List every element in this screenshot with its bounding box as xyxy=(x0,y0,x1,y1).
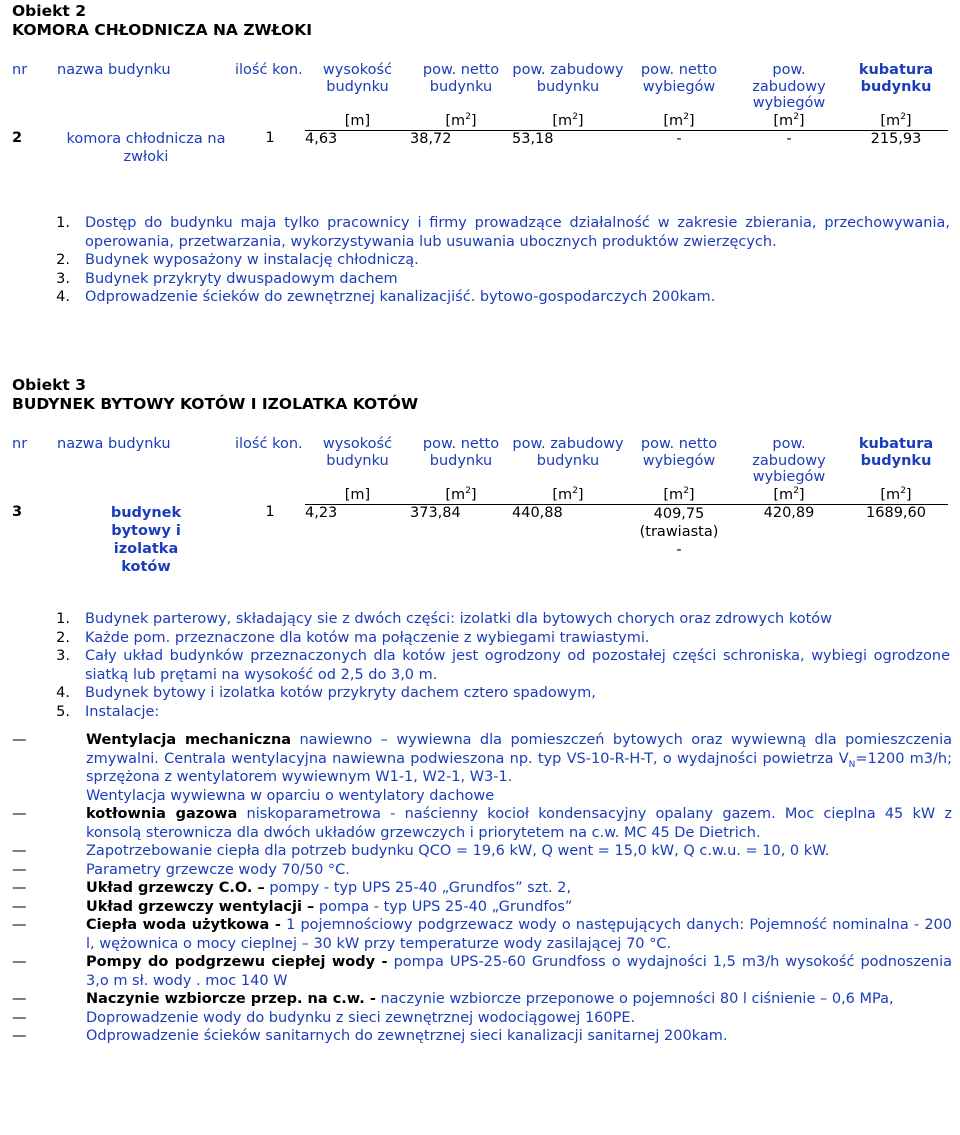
install-item-pumps: — Pompy do podgrzewu ciepłej wody - pompa UPS-25-60 Grundfoss o wydajności 1,5 m3/h wysokość podnoszenia 3,o m sł. wody . moc 140 W xyxy=(12,954,952,989)
header-zabudowy-wybiegow: pow. zabudowy wybiegów xyxy=(752,62,826,111)
unit-m2: $[m^2]$ xyxy=(410,112,512,131)
header-netto-wybiegow: pow. netto wybiegów xyxy=(640,436,718,469)
object3-data-row xyxy=(12,504,948,602)
unit-m2: $[m^2]$ xyxy=(734,112,844,131)
unit-m2: $[m^2]$ xyxy=(410,486,512,505)
object2-title-line2: KOMORA CHŁODNICZA NA ZWŁOKI xyxy=(12,21,313,39)
object2-units-row xyxy=(12,112,948,131)
unit-m2: $[m^2]$ xyxy=(734,486,844,505)
row-netto-wybiegow: 409,75 (trawiasta) - xyxy=(639,505,719,558)
row-name: komora chłodnicza na zwłoki xyxy=(66,131,226,165)
object3-header-row xyxy=(12,436,948,486)
header-zabudowy-budynku: pow. zabudowy budynku xyxy=(512,62,624,95)
note-item: 2. Budynek wyposażony w instalację chłodniczą. xyxy=(56,252,419,268)
object2-notes xyxy=(50,214,950,307)
row-ilosc: 1 xyxy=(265,130,275,146)
install-item-heat-demand: — Zapotrzebowanie ciepła dla potrzeb budynku QCO = 19,6 kW, Q went = 15,0 kW, Q c.w.u. = 10, 0 kW. xyxy=(12,843,830,859)
unit-m: [m] xyxy=(305,486,410,505)
row-zabudowy-budynku: 53,18 xyxy=(512,130,554,147)
header-kubatura: kubatura budynku xyxy=(858,62,934,95)
row-ilosc: 1 xyxy=(265,504,275,520)
note-item: 4. Budynek bytowy i izolatka kotów przykryty dachem cztero spadowym, xyxy=(56,685,596,701)
install-item-boiler: — kotłownia gazowa niskoparametrowa - naścienny kocioł kondensacyjny opalany gazem. Moc cieplna 45 kW z konsolą sterownicza dla dwóch układów grzewczych i priorytetem na c.w. MC 45 De Dietrich. xyxy=(12,806,953,841)
install-item-co-system: — Układ grzewczy C.O. – pompy - typ UPS 25-40 „Grundfos” szt. 2, xyxy=(12,880,572,896)
object3-notes xyxy=(50,610,950,721)
row-zabudowy-wybiegow: - xyxy=(786,130,792,147)
row-netto-budynku: 373,84 xyxy=(410,504,461,521)
install-item-sewage: — Odprowadzenie ścieków sanitarnych do zewnętrznej sieci kanalizacji sanitarnej 200kam. xyxy=(12,1028,728,1044)
header-wysokosc: wysokość budynku xyxy=(322,436,393,469)
install-item-ventilation: — Wentylacja mechaniczna nawiewno – wywiewna dla pomieszczeń bytowych oraz wywiewną dla pomieszczenia zmywalni. Centrala wentylacyjna nawiewna podwieszona np. typ VS-10-R-H-T, o wydajności powietrza $V_N=1200$ m3/h; sprzężona z wentylatorem wywiewnym W1-1, W2-1, W3-1. Wentylacja wywiewna w oparciu o wentylatory dachowe xyxy=(12,732,952,804)
row-zabudowy-wybiegow: 420,89 xyxy=(763,504,815,521)
install-item-hot-water: — Ciepła woda użytkowa - 1 pojemnościowy podgrzewacz wody o następujących danych: Pojemność nominalna - 200 l, wężownica o mocy cieplnej – 30 kW przy temperaturze wody zasilającej 70 °C. xyxy=(12,917,952,952)
unit-m2: $[m^2]$ xyxy=(512,112,624,131)
object3-title-line1: Obiekt 3 xyxy=(12,376,86,394)
object2-title xyxy=(12,2,312,40)
unit-m2: $[m^2]$ xyxy=(844,112,948,131)
unit-m2: $[m^2]$ xyxy=(624,112,734,131)
install-item-water-supply: — Doprowadzenie wody do budynku z sieci zewnętrznej wodociągowej 160PE. xyxy=(12,1009,636,1026)
install-item-parameters: — Parametry grzewcze wody 70/50 °C. xyxy=(12,861,350,878)
note-item: 5. Instalacje: xyxy=(56,703,160,720)
row-wysokosc: 4,23 xyxy=(305,504,338,521)
row-netto-budynku: 38,72 xyxy=(410,130,452,147)
note-item: 2. Każde pom. przeznaczone dla kotów ma połączenie z wybiegami trawiastymi. xyxy=(56,629,650,646)
header-ilosc: ilość kon. xyxy=(235,62,303,78)
header-kubatura: kubatura budynku xyxy=(858,436,934,469)
header-zabudowy-budynku: pow. zabudowy budynku xyxy=(512,436,624,469)
header-netto-budynku: pow. netto budynku xyxy=(422,62,500,95)
row-kubatura: 215,93 xyxy=(870,130,922,147)
unit-m2: $[m^2]$ xyxy=(624,486,734,505)
header-ilosc: ilość kon. xyxy=(235,436,303,452)
unit-m2: $[m^2]$ xyxy=(844,486,948,505)
header-netto-budynku: pow. netto budynku xyxy=(422,436,500,469)
object2-title-line1: Obiekt 2 xyxy=(12,2,86,20)
object3-title xyxy=(12,376,418,414)
installations-list xyxy=(0,731,952,1046)
object3-units-row xyxy=(12,486,948,505)
note-item: 1. Budynek parterowy, składający sie z dwóch części: izolatki dla bytowych chorych oraz zdrowych kotów xyxy=(56,611,833,627)
row-name: budynek bytowy i izolatka kotów xyxy=(110,505,182,575)
header-nr: nr xyxy=(12,62,28,78)
unit-m: [m] xyxy=(305,112,410,131)
header-wysokosc: wysokość budynku xyxy=(322,62,393,95)
object3-title-line2: BUDYNEK BYTOWY KOTÓW I IZOLATKA KOTÓW xyxy=(12,395,419,413)
header-zabudowy-wybiegow: pow. zabudowy wybiegów xyxy=(752,436,826,485)
row-netto-wybiegow: - xyxy=(676,130,682,147)
header-netto-wybiegow: pow. netto wybiegów xyxy=(640,62,718,95)
row-zabudowy-budynku: 440,88 xyxy=(512,504,563,521)
note-item: 3. Cały układ budynków przeznaczonych dla kotów jest ogrodzony od pozostałej części schroniska, wybiegi ogrodzone siatką lub prętami na wysokość od 2,5 do 3,0 m. xyxy=(56,648,950,683)
row-wysokosc: 4,63 xyxy=(305,130,338,147)
install-item-vent-heating: — Układ grzewczy wentylacji – pompa - typ UPS 25-40 „Grundfos” xyxy=(12,898,573,915)
object2-table xyxy=(12,62,948,198)
note-item: 4. Odprowadzenie ścieków do zewnętrznej kanalizacjiść. bytowo-gospodarczych 200kam. xyxy=(56,289,716,305)
row-nr: 3 xyxy=(12,504,23,520)
object2-data-row xyxy=(12,130,948,198)
header-nr: nr xyxy=(12,436,28,452)
header-nazwa: nazwa budynku xyxy=(57,62,171,78)
object3-table xyxy=(12,436,948,602)
note-item: 3. Budynek przykryty dwuspadowym dachem xyxy=(56,270,398,287)
install-item-expansion-vessel: — Naczynie wzbiorcze przep. na c.w. - naczynie wzbiorcze przeponowe o pojemności 80 l ciśnienie – 0,6 MPa, xyxy=(12,991,894,1007)
header-nazwa: nazwa budynku xyxy=(57,436,171,452)
row-kubatura: 1689,60 xyxy=(866,504,926,521)
note-item: 1. Dostęp do budynku maja tylko pracownicy i firmy prowadzące działalność w zakresie zbierania, przechowywania, operowania, przetwarzania, wykorzystywania lub usuwania ubocznych produktów zwierzęcych. xyxy=(56,215,950,250)
unit-m2: $[m^2]$ xyxy=(512,486,624,505)
object2-header-row xyxy=(12,62,948,112)
row-nr: 2 xyxy=(12,130,23,146)
